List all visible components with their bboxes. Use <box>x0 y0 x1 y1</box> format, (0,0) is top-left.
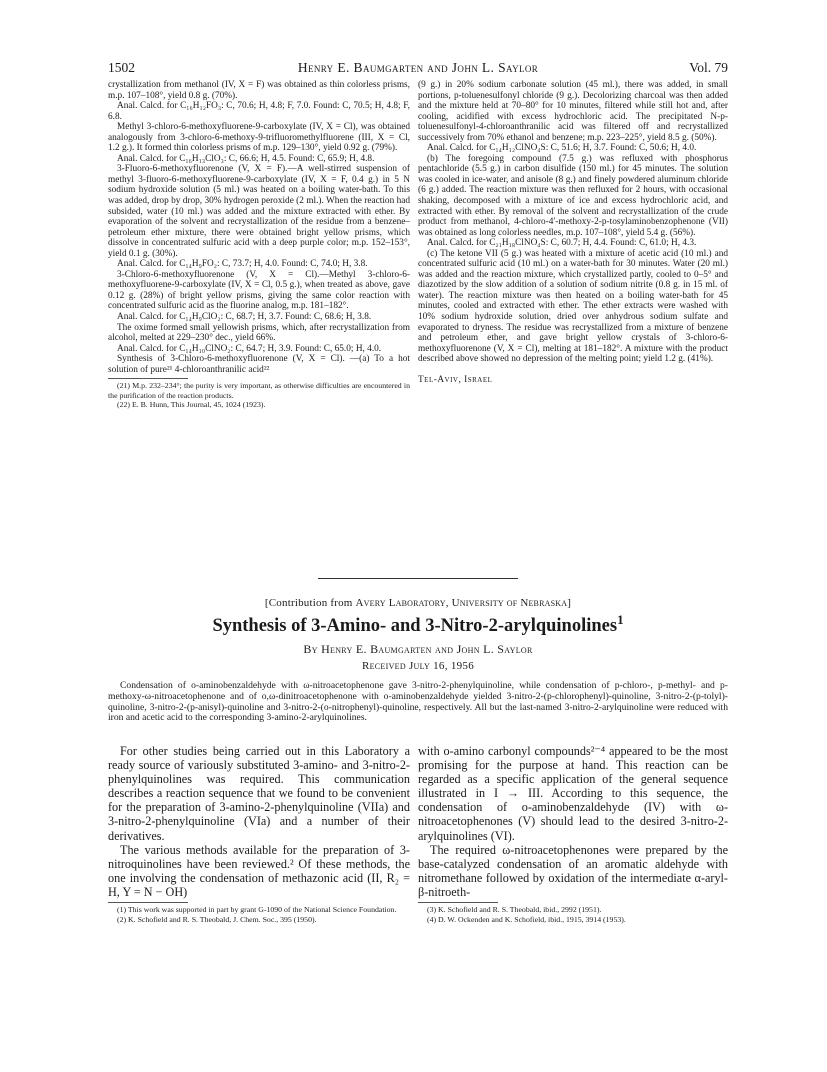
paragraph: 3-Fluoro-6-methoxyfluorenone (V, X = F).—A well-stirred suspension of methyl 3-fluoro-6-methoxyfluorene-9-carboxylate (IV, X = F, 0.4 g.) in 5 N sodium hydroxide solution (5 ml.) was heated on a boiling water-bath. To this was added, drop by drop, 30% hydrogen peroxide (2 ml.). When the reaction had subsided, water (10 ml.) was added and the mixture extracted with ether. By evaporation of the solvent and recrystallization of the residue from a benzene–petroleum ether mixture, there were obtained bright yellow prisms, which dissolve in concentrated sulfuric acid with a deep purple color; m.p. 152–153°, yield 0.1 g. (30%). <box>108 164 410 259</box>
top-left-column <box>108 80 410 410</box>
analysis-paragraph: Anal. Calcd. for C₁₄H₉ClO₂: C, 68.7; H, 3.7. Found: C, 68.6; H, 3.8. <box>117 312 372 323</box>
paragraph: Methyl 3-chloro-6-methoxyfluorene-9-carboxylate (IV, X = Cl), was obtained analogously from 3-chloro-6-methoxy-9-trifluoromethylfluorene (III, X = Cl, 1.2 g.). It formed thin colorless prisms of m.p. 129–130°, yield 0.92 g. (79%). <box>108 122 410 154</box>
footnote-rule <box>108 902 188 903</box>
received-date: Received July 16, 1956 <box>361 660 475 672</box>
footnote: (4) D. W. Ockenden and K. Schofield, ibid., 1915, 3914 (1953). <box>427 914 626 924</box>
footnote: (1) This work was supported in part by grant G-1090 of the National Science Foundation. <box>117 905 397 915</box>
paragraph: crystallization from methanol (IV, X = F) was obtained as thin colorless prisms, m.p. 107–108°, yield 0.8 g. (70%). <box>108 80 410 101</box>
body-paragraph: The various methods available for the preparation of 3-nitroquinolines have been reviewed.² Of these methods, the one involving the condensation of methazonic acid (II, R₂ = H, Y = N − OH) <box>108 842 410 899</box>
page-number: 1502 <box>108 60 135 75</box>
paragraph: Synthesis of 3-Chloro-6-methoxyfluorenone (V, X = Cl). —(a) To a hot solution of pure²¹ 4-chloroanthranilic acid²² <box>108 354 410 375</box>
footnote: (21) M.p. 232–234°; the purity is very important, as otherwise difficulties are encountered in the purification of the reaction products. <box>108 381 410 400</box>
paragraph: (9 g.) in 20% sodium carbonate solution (45 ml.), there was added, in small portions, p-toluenesulfonyl chloride (9 g.). Decolorizing charcoal was then added and the mixture held at 70–80° for 10 minutes, filtered while still hot and, after cooling, acidified with excess hydrochloric acid. The precipitated N-p-toluenesulfonyl-4-chloroanthranilic acid was filtered off and recrystallized successively from 70% ethanol and benzene; m.p. 223–225°, yield 8.5 g. (50%). <box>418 80 728 143</box>
body-paragraph: with o-amino carbonyl compounds²⁻⁴ appeared to be the most promising for the purpose at hand. This reaction can be regarded as a specific application of the general sequence illustrated in I → III. According to this sequence, the condensation of o-aminobenzaldehyde (IV) with ω-nitroacetophenones (V) should lead to the desired 3-nitro-2-arylquinolines (VI). <box>418 744 728 843</box>
body-right-column <box>418 744 728 924</box>
footnote: (22) E. B. Hunn, This Journal, 45, 1024 (1923). <box>117 400 266 410</box>
volume-label: Vol. 79 <box>689 60 728 75</box>
paragraph: (c) The ketone VII (5 g.) was heated with a mixture of acetic acid (10 ml.) and concentrated sulfuric acid (10 ml.) on a water-bath for 30 minutes. Water (20 ml.) was added and the reaction mixture, which crystallized partly, cooled to 0–5° and diazotized by the slow addition of a solution of sodium nitrite (0.8 g. in 15 ml. of water). The reaction mixture was then heated on a boiling water-bath for 45 minutes, cooled and extracted with ether. The ether extracts were washed with 10% sodium hydroxide solution, dried over anhydrous sodium sulfate and evaporated to dryness. The residue was recrystallized from a mixture of benzene and petroleum ether, and gave bright yellow crystals of 3-chloro-6-methoxyfluorenone (V, X = Cl), melting at 181–182°. A mixture with the product described above showed no depression of the melting point; yield 1.2 g. (41%). <box>418 248 728 365</box>
paragraph: (b) The foregoing compound (7.5 g.) was refluxed with phosphorus pentachloride (5.5 g.) in carbon disulfide (150 ml.) for 45 minutes. The solution was cooled in ice-water, and anisole (8 g.) and finely powdered aluminum chloride (6 g.) added. The reaction mixture was then refluxed for 2 hours, with occasional shaking, decomposed with a mixture of ice and excess hydrochloric acid, and extracted with ether. By removal of the solvent and recrystallization of the crude product from methanol, 4-chloro-4′-methoxy-2-p-tosylaminobenzophenone (VII) was obtained as long colorless needles, m.p. 107–108°, yield 5.4 g. (56%). <box>418 153 728 238</box>
place-line: Tel-Aviv, Israel <box>418 374 493 385</box>
paragraph: 3-Chloro-6-methoxyfluorenone (V, X = Cl).—Methyl 3-chloro-6-methoxyfluorene-9-carboxylate (IV, X = Cl, 0.5 g.), when treated as above, gave 0.12 g. (28%) of bright yellow prisms, giving the same color reaction with concentrated sulfuric acid as the fluorine analog, m.p. 181–182°. <box>108 269 410 312</box>
analysis-paragraph: Anal. Calcd. for C₁₆H₁₃ClO₃: C, 66.6; H, 4.5. Found: C, 65.9; H, 4.8. <box>117 153 375 164</box>
footnote: (2) K. Schofield and R. S. Theobald, J. Chem. Soc., 395 (1950). <box>117 914 317 924</box>
analysis-paragraph: Anal. Calcd. for C₁₄H₉FO₂: C, 73.7; H, 4.0. Found: C, 74.0; H, 3.8. <box>117 259 368 270</box>
analysis-paragraph: Anal. Calcd. for C₂₁H₁₈ClNO₄S: C, 60.7; H, 4.4. Found: C, 61.0; H, 4.3. <box>427 238 697 249</box>
section-divider <box>318 578 518 579</box>
analysis-paragraph: Anal. Calcd. for C₁₄H₁₀ClNO₂: C, 64.7; H, 3.9. Found: C, 65.0; H, 4.0. <box>117 343 382 354</box>
contribution-lab: Avery Laboratory, University of Nebraska <box>355 597 568 609</box>
footnote: (3) K. Schofield and R. S. Theobald, ibid., 2992 (1951). <box>427 905 602 915</box>
body-paragraph: The required ω-nitroacetophenones were prepared by the base-catalyzed condensation of an aromatic aldehyde with nitromethane followed by oxidation of the intermediate α-aryl-β-nitroeth- <box>418 842 728 899</box>
footnote-rule <box>108 378 188 379</box>
analysis-paragraph: Anal. Calcd. for C₁₄H₁₂ClNO₄S: C, 51.6; H, 3.7. Found: C, 50.6; H, 4.0. <box>427 143 697 154</box>
contribution-suffix: ] <box>567 597 572 609</box>
body-left-column <box>108 744 410 924</box>
footnote-rule <box>418 902 498 903</box>
abstract: Condensation of o-aminobenzaldehyde with ω-nitroacetophenone gave 3-nitro-2-phenylquinoline, while condensation of p-chloro-, p-methyl- and p-methoxy-ω-nitroacetophenone and of o,ω-dinitroacetophenone with o-aminobenzaldehyde yielded 3-nitro-2-(p-chlorophenyl)-quinoline, 3-nitro-2-(p-tolyl)-quinoline, 3-nitro-2-(p-anisyl)-quinoline and 3-nitro-2-(o-nitrophenyl)-quinoline, respectively. All but the last-named 3-nitro-2-arylquinoline were reduced with iron and acetic acid to the corresponding 3-amino-2-arylquinolines. <box>108 680 728 724</box>
running-head-authors: Henry E. Baumgarten and John L. Saylor <box>297 60 539 75</box>
contribution-prefix: [Contribution from <box>264 597 356 609</box>
title-footnote-mark: 1 <box>617 611 624 627</box>
paragraph: The oxime formed small yellowish prisms, which, after recrystallization from alcohol, melted at 229–230° dec., yield 66%. <box>108 322 410 344</box>
body-paragraph: For other studies being carried out in this Laboratory a ready source of variously substituted 3-amino- and 3-nitro-2-phenylquinolines was required. This communication describes a reaction sequence that we found to be convenient for the preparation of 3-amino-2-phenylquinoline (VIIa) and 3-nitro-2-phenylquinoline (VIa) and a number of their derivatives. <box>108 744 410 843</box>
article-authors: By Henry E. Baumgarten and John L. Saylor <box>303 642 533 656</box>
article-title-text: Synthesis of 3-Amino- and 3-Nitro-2-arylquinolines <box>212 616 618 636</box>
top-right-column <box>418 80 728 385</box>
analysis-paragraph: Anal. Calcd. for C₁₆H₁₂FO₃: C, 70.6; H, 4.8; F, 7.0. Found: C, 70.5; H, 4.8; F, 6.8. <box>108 101 410 122</box>
running-head <box>108 60 728 78</box>
article-title <box>108 611 728 637</box>
contribution-line <box>108 597 728 609</box>
